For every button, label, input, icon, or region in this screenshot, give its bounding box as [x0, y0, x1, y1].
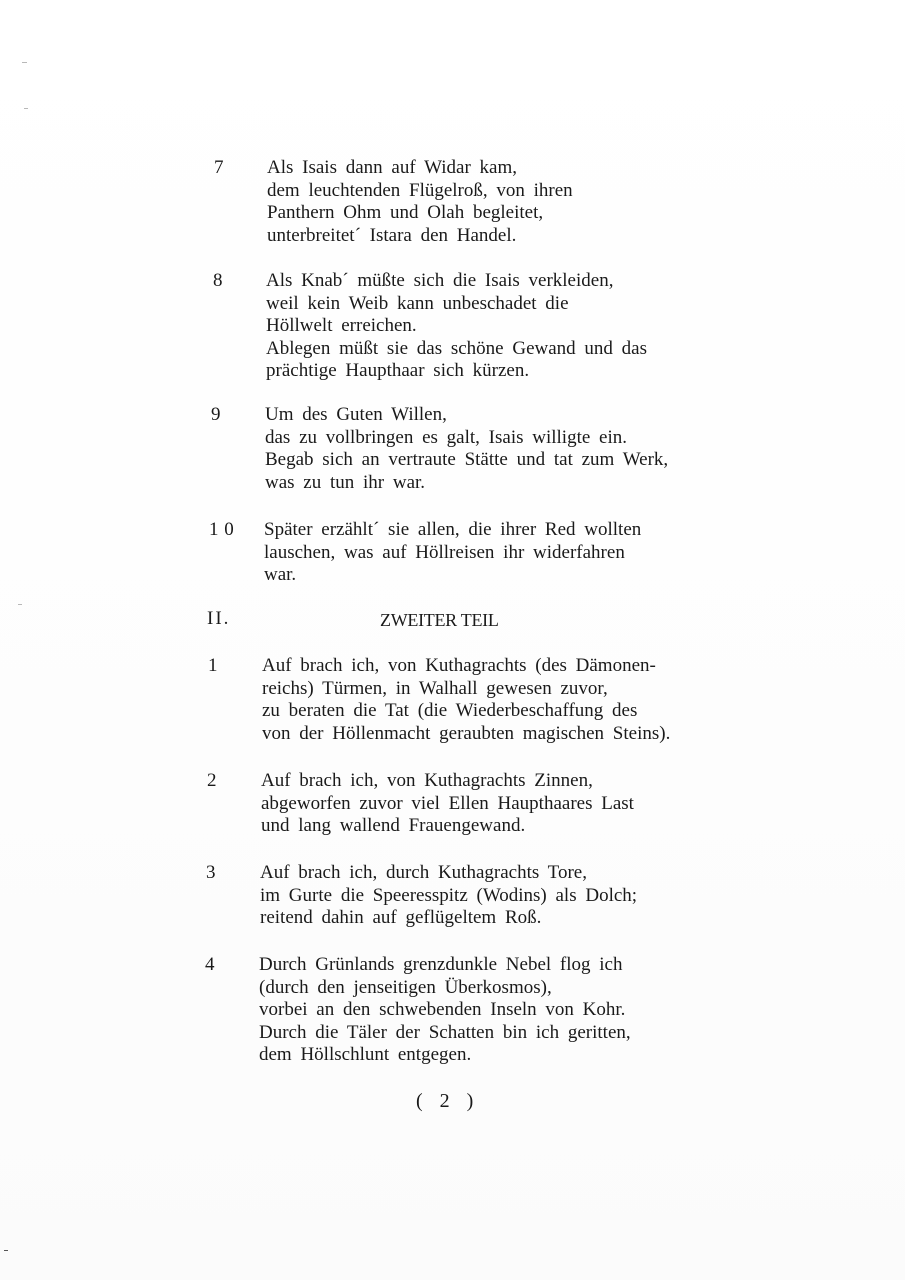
verse-line: weil kein Weib kann unbeschadet die — [266, 292, 569, 314]
verse-number: 1 0 — [209, 519, 235, 540]
verse-number: 8 — [213, 270, 223, 291]
verse-line: vorbei an den schwebenden Inseln von Kohr. — [259, 999, 626, 1020]
verse-text — [266, 270, 647, 383]
verse-line: (durch den jenseitigen Überkosmos), — [259, 976, 552, 998]
verse-line: Begab sich an vertraute Stätte und tat zum Werk, — [265, 449, 669, 470]
verse-line: Um des Guten Willen, — [265, 404, 447, 425]
verse-line: was zu tun ihr war. — [265, 471, 426, 493]
verse-text — [261, 770, 634, 838]
verse-line: dem Höllschlunt entgegen. — [259, 1044, 472, 1065]
part-number: II. — [207, 608, 231, 629]
verse-line: Auf brach ich, durch Kuthagrachts Tore, — [260, 862, 587, 883]
verse-number: 1 — [208, 655, 218, 676]
verse-line: Durch die Täler der Schatten bin ich geritten, — [259, 1021, 631, 1043]
verse-line: reitend dahin auf geflügeltem Roß. — [260, 907, 542, 928]
verse-text — [264, 519, 641, 587]
scan-edge-mark — [24, 108, 28, 109]
verse-text — [260, 862, 637, 930]
verse-line: Panthern Ohm und Olah begleitet, — [267, 202, 544, 223]
verse-line: Höllwelt erreichen. — [266, 315, 417, 336]
scan-edge-mark — [18, 604, 22, 605]
verse-number: 2 — [207, 770, 217, 791]
scan-edge-mark — [4, 1250, 8, 1251]
verse-line: Als Knab´ müßte sich die Isais verkleiden, — [266, 270, 614, 291]
verse-number: 4 — [205, 954, 215, 975]
scan-edge-mark — [22, 62, 27, 63]
verse-line: zu beraten die Tat (die Wiederbeschaffung des — [262, 700, 638, 721]
verse-number: 3 — [206, 862, 216, 883]
section-heading: ZWEITER TEIL — [380, 610, 499, 630]
verse-line: Ablegen müßt sie das schöne Gewand und das — [266, 337, 648, 359]
verse-line: war. — [264, 564, 297, 585]
verse-text — [265, 404, 668, 494]
verse-line: Auf brach ich, von Kuthagrachts (des Dämonen- — [262, 655, 656, 676]
page-number: ( 2 ) — [416, 1090, 480, 1112]
verse-line: Später erzählt´ sie allen, die ihrer Red wollten — [264, 519, 642, 540]
verse-line: von der Höllenmacht geraubten magischen Steins). — [262, 722, 671, 744]
verse-line: lauschen, was auf Höllreisen ihr widerfahren — [264, 541, 625, 563]
verse-text — [259, 954, 631, 1067]
verse-line: das zu vollbringen es galt, Isais willigte ein. — [265, 426, 628, 448]
verse-line: reichs) Türmen, in Walhall gewesen zuvor, — [262, 677, 608, 699]
verse-text — [262, 655, 670, 745]
verse-line: Auf brach ich, von Kuthagrachts Zinnen, — [261, 770, 593, 791]
verse-number: 9 — [211, 404, 221, 425]
verse-line: unterbreitet´ Istara den Handel. — [267, 224, 517, 246]
verse-number: 7 — [214, 157, 224, 178]
verse-line: Als Isais dann auf Widar kam, — [267, 157, 517, 178]
verse-line: im Gurte die Speeresspitz (Wodins) als Dolch; — [260, 884, 638, 906]
verse-line: prächtige Haupthaar sich kürzen. — [266, 360, 530, 381]
verse-line: Durch Grünlands grenzdunkle Nebel flog ich — [259, 954, 623, 975]
verse-line: und lang wallend Frauengewand. — [261, 815, 526, 836]
verse-line: dem leuchtenden Flügelroß, von ihren — [267, 179, 573, 201]
verse-text — [267, 157, 573, 247]
verse-line: abgeworfen zuvor viel Ellen Haupthaares Last — [261, 792, 634, 814]
